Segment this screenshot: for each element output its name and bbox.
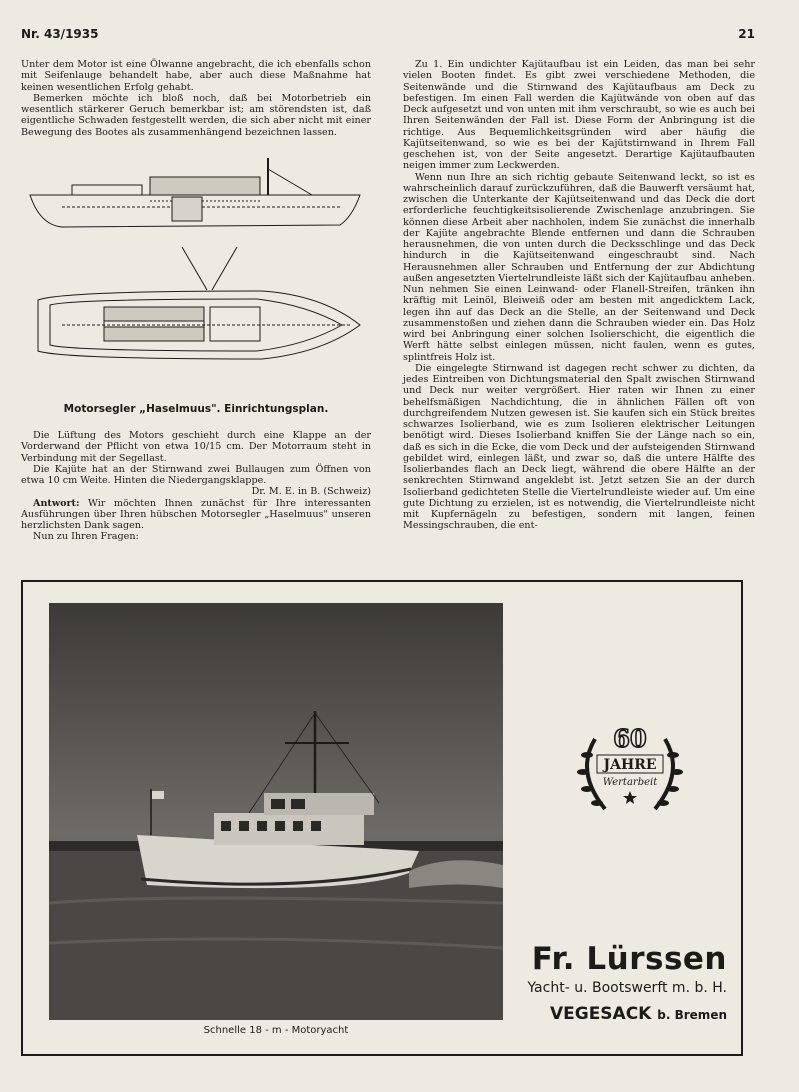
paragraph: Nun zu Ihren Fragen: [33, 531, 139, 543]
answer-label: Antwort: [33, 497, 80, 509]
issue-number: Nr. 43/1935 [21, 27, 99, 41]
location-city: VEGESACK [549, 1004, 652, 1024]
letter-signature: Dr. M. E. in B. (Schweiz) [251, 486, 371, 498]
photo-caption: Schnelle 18 - m - Motoryacht [203, 1025, 349, 1036]
paragraph: Die Lüftung des Motors geschieht durch eine Klappe an der Vorderwand der Pflicht von etwa 10/15 cm. Der Motorraum steht in Verbindung mit der Segellast. [21, 430, 371, 464]
anniversary-wreath-emblem [565, 717, 695, 827]
answer-text: Wir möchten Ihnen zunächst für Ihre interessanten Ausführungen über Ihren hübschen Motorsegler „Haselmuus" unseren herzlichsten Dank sagen. [21, 497, 371, 531]
paragraph: Unter dem Motor ist eine Ölwanne angebracht, die ich ebenfalls schon mit Seifenlauge behandelt habe, aber auch diese Maßnahme hat keinen wesentlichen Erfolg gehabt. [21, 59, 371, 93]
motor-yacht-photo [49, 603, 503, 1020]
company-subtitle: Yacht- u. Bootswerft m. b. H. [527, 980, 727, 996]
company-location [527, 1000, 727, 1029]
emblem-number: 60 [613, 724, 647, 753]
paragraph: Bemerken möchte ich bloß noch, daß bei Motorbetrieb ein wesentlich stärkerer Geruch bemerkbar ist; am störendsten ist, daß eigentliche Schwaden festgestellt werden, die sich aber nicht mit einer Bewegung des Bootes als zusammenhängend bezeichnen lassen. [21, 92, 371, 138]
company-name: Fr. Lürssen [531, 941, 727, 977]
company-block [527, 942, 727, 1029]
page-number: 21 [738, 27, 755, 41]
answer-paragraph [21, 498, 371, 532]
figure-caption: Motorsegler „Haselmuus". Einrichtungsplan. [63, 403, 329, 415]
boat-layout-drawing [22, 155, 372, 395]
location-region: b. Bremen [657, 1008, 727, 1022]
left-column-top [21, 59, 371, 138]
emblem-subtitle: Wertarbeit [602, 777, 658, 788]
paragraph: Die eingelegte Stirnwand ist dagegen recht schwer zu dichten, da jedes Eintreiben von Dichtungsmaterial den Spalt zwischen Stirnwand und Deck nur weiter vergrößert. Hier raten wir Ihnen zu einer behelfsmäßigen Nachdichtung, die in ähnlichen Fällen oft von durchgreifendem Nutzen gewesen ist. Sie kaufen sich ein Stück breites schwarzes Isolierband, wie es zum Isolieren elektrischer Leitungen benötigt wird. Dieses Isolierband kniffen Sie der Länge nach so ein, daß es sich in die Ecke, die vom Deck und der aufsteigenden Stirnwand gebildet wird, einlegen läßt, und zwar so, daß die untere Hälfte des Isolierbandes flach an Deck liegt, während die obere Hälfte an der senkrechten Stirnwand angeklebt ist. Jetzt setzen Sie an der durch Isolierband gedichteten Stelle die Viertelrundleiste wieder auf. Um eine gute Dichtung zu erzielen, ist es notwendig, die Viertelrundleiste nicht mit Kupfernägeln zu befestigen, sondern mit langen, feinen Messingschrauben, die ent- [403, 362, 755, 532]
emblem-word: JAHRE [603, 757, 657, 773]
paragraph: Die Kajüte hat an der Stirnwand zwei Bullaugen zum Öffnen von etwa 10 cm Weite. Hinten die Niedergangsklappe. [21, 463, 371, 486]
paragraph: Zu 1. Ein undichter Kajütaufbau ist ein Leiden, das man bei sehr vielen Booten findet. Es gibt zwei verschiedene Methoden, die Seitenwände und die Stirnwand des Kajütaufbaus am Deck zu befestigen. Im einen Fall werden die Kajütwände von oben auf das Deck aufgesetzt und von unten mit ihm verschraubt, so wie es auch bei Ihren Seitenwänden der Fall ist. Diese Form der Anbringung ist die richtige. Aus Bequemlichkeitsgründen wird aber häufig die Kajütseitenwand, so wie es bei der Kajütstirnwand in Ihrem Fall geschehen ist, von der Seite angesetzt. Derartige Kajütaufbauten neigen immer zum Leckwerden. [403, 59, 755, 172]
left-column-bottom [21, 430, 371, 543]
right-column [403, 59, 755, 532]
paragraph: Wenn nun Ihre an sich richtig gebaute Seitenwand leckt, so ist es wahrscheinlich darauf zurückzuführen, daß die Bauwerft versäumt hat, zwischen die Unterkante der Kajütseitenwand und das Deck die dort erforderliche feuchtigkeitsisolierende Zwischenlage anzubringen. Sie können diese Arbeit aber nachholen, indem Sie zunächst die innerhalb der Kajüte angebrachte Blende entfernen und dann die Schrauben herausnehmen, die von unten durch die Decksschlinge und das Deck hindurch in die Kajütseitenwand eingeschraubt sind. Nach Herausnehmen aller Schrauben und Entfernung der zur Abdichtung außen angesetzten Viertelrundleiste läßt sich der Kajütaufbau anheben. Nun nehmen Sie einen Leinwand- oder Flanell-Streifen, tränken ihn kräftig mit Leinöl, Bleiweiß oder am besten mit angedicktem Lack, legen ihn auf das Deck an die Stelle, an der Seitenwand und Deck zusammenstoßen und ziehen dann die Schrauben wieder ein. Das Holz wird bei Anbringung einer solchen Isolierschicht, die eigentlich die Werft hätte selbst einlegen müssen, nicht faulen, wenn es gutes, splintfreis Holz ist. [403, 171, 755, 363]
advertisement [21, 580, 743, 1056]
